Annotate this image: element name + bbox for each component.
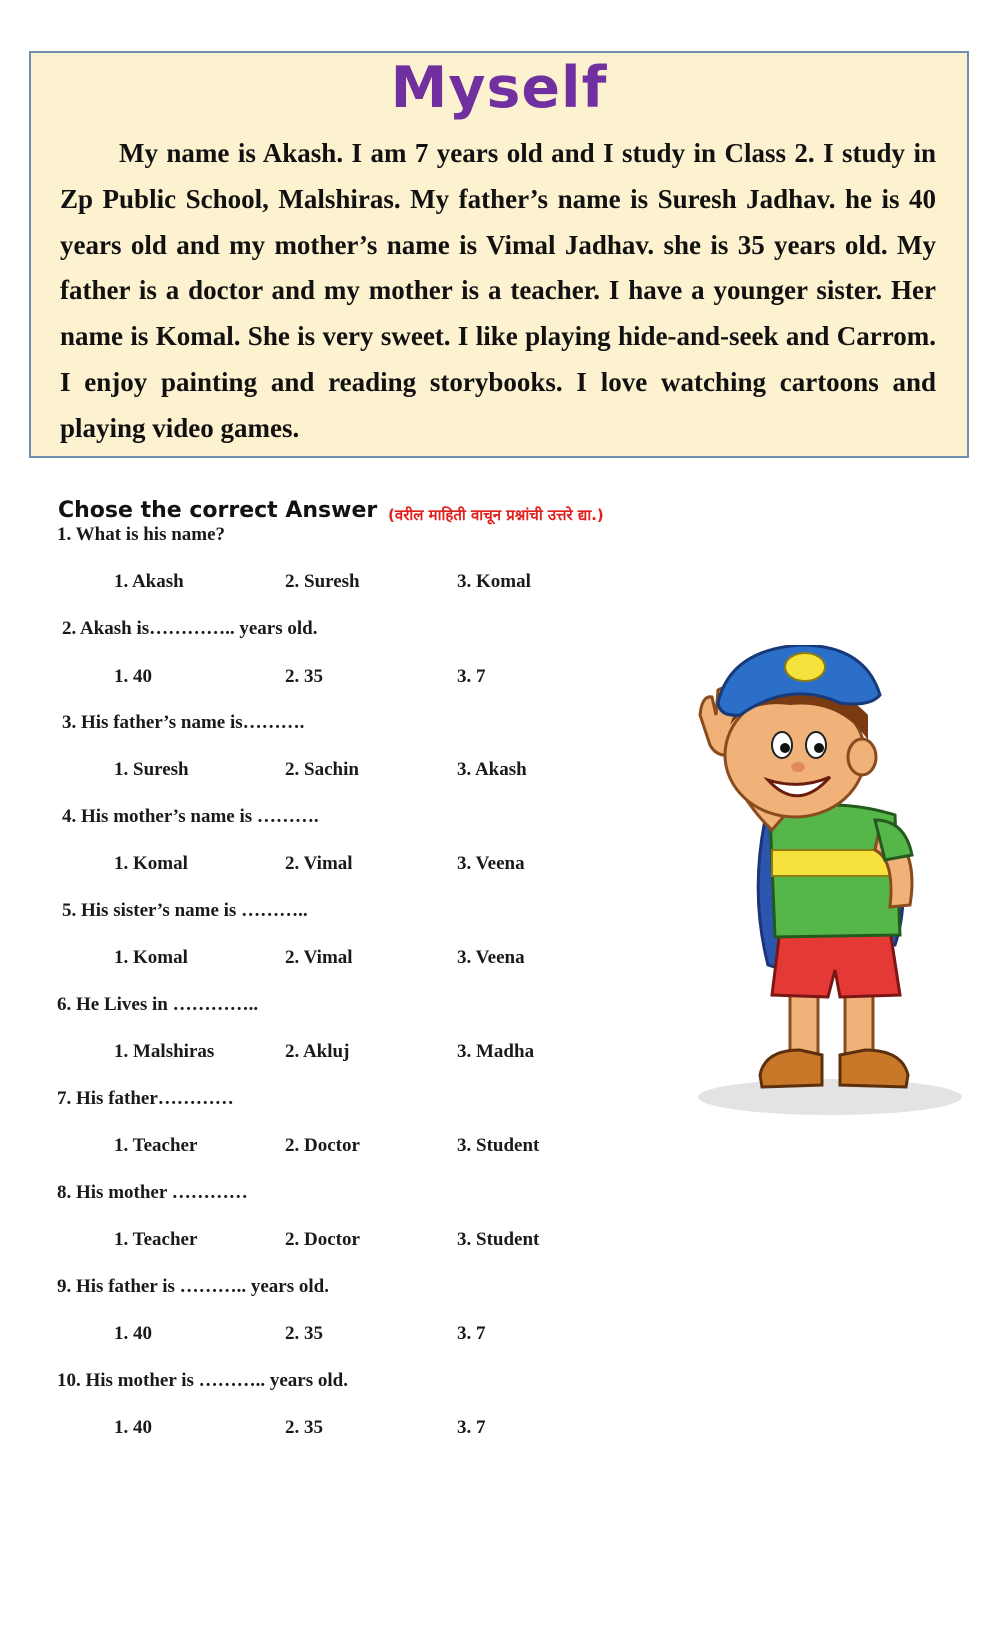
q4-option-3[interactable]: 3. Veena [457,853,525,874]
q4-option-1[interactable]: 1. Komal [114,853,188,874]
q8-option-3[interactable]: 3. Student [457,1229,540,1250]
question-4: 4. His mother’s name is ………. [62,806,319,827]
q2-option-3[interactable]: 3. 7 [457,666,486,687]
q1-option-3[interactable]: 3. Komal [457,571,531,592]
question-6: 6. He Lives in ………….. [57,994,259,1015]
q6-option-2[interactable]: 2. Akluj [285,1041,350,1062]
q6-option-1[interactable]: 1. Malshiras [114,1041,215,1062]
q4-option-2[interactable]: 2. Vimal [285,853,353,874]
question-2: 2. Akash is………….. years old. [62,618,318,639]
shorts [772,930,900,997]
right-eye [814,743,824,753]
q9-option-1[interactable]: 1. 40 [114,1323,152,1344]
question-1: 1. What is his name? [57,524,226,545]
q9-option-2[interactable]: 2. 35 [285,1323,323,1344]
q10-option-1[interactable]: 1. 40 [114,1417,152,1438]
q9-option-3[interactable]: 3. 7 [457,1323,486,1344]
question-3: 3. His father’s name is………. [62,712,305,733]
q3-option-2[interactable]: 2. Sachin [285,759,359,780]
ear [848,739,876,775]
q10-option-2[interactable]: 2. 35 [285,1417,323,1438]
q10-option-3[interactable]: 3. 7 [457,1417,486,1438]
passage-box [29,51,969,458]
question-9: 9. His father is ……….. years old. [57,1276,329,1297]
q7-option-3[interactable]: 3. Student [457,1135,540,1156]
question-7: 7. His father………… [57,1088,234,1109]
left-shoe [760,1050,822,1087]
right-shoe [840,1050,908,1087]
q1-option-2[interactable]: 2. Suresh [285,571,360,592]
instruction-heading: Chose the correct Answer [58,498,378,523]
ground-shadow [698,1079,962,1115]
instruction-hint: (वरील माहिती वाचून प्रश्नांची उत्तरे द्या.) [388,506,604,524]
q5-option-1[interactable]: 1. Komal [114,947,188,968]
left-eye [780,743,790,753]
q8-option-1[interactable]: 1. Teacher [114,1229,198,1250]
q3-option-1[interactable]: 1. Suresh [114,759,189,780]
boy-illustration [690,645,965,1125]
q2-option-1[interactable]: 1. 40 [114,666,152,687]
question-10: 10. His mother is ……….. years old. [57,1370,348,1391]
passage-text: My name is Akash. I am 7 years old and I study in Class 2. I study in Zp Public School, Malshiras. My father’s name is Suresh Jadhav. he is 40 years old and my mother’s name is Vimal Jadhav. she is 35 years old. My father is a doctor and my mother is a teacher. I have a younger sister. Her name is Komal. She is very sweet. I like playing hide-and-seek and Carrom. I enjoy painting and reading storybooks. I love watching cartoons and playing video games. [60,138,936,443]
q7-option-1[interactable]: 1. Teacher [114,1135,198,1156]
q7-option-2[interactable]: 2. Doctor [285,1135,360,1156]
q5-option-2[interactable]: 2. Vimal [285,947,353,968]
question-5: 5. His sister’s name is ……….. [62,900,308,921]
q2-option-2[interactable]: 2. 35 [285,666,323,687]
q3-option-3[interactable]: 3. Akash [457,759,527,780]
q6-option-3[interactable]: 3. Madha [457,1041,535,1062]
question-8: 8. His mother ………… [57,1182,248,1203]
q1-option-1[interactable]: 1. Akash [114,571,184,592]
cap-badge [785,653,825,681]
q5-option-3[interactable]: 3. Veena [457,947,525,968]
page-title: Myself [390,55,608,121]
q8-option-2[interactable]: 2. Doctor [285,1229,360,1250]
nose [791,762,805,772]
